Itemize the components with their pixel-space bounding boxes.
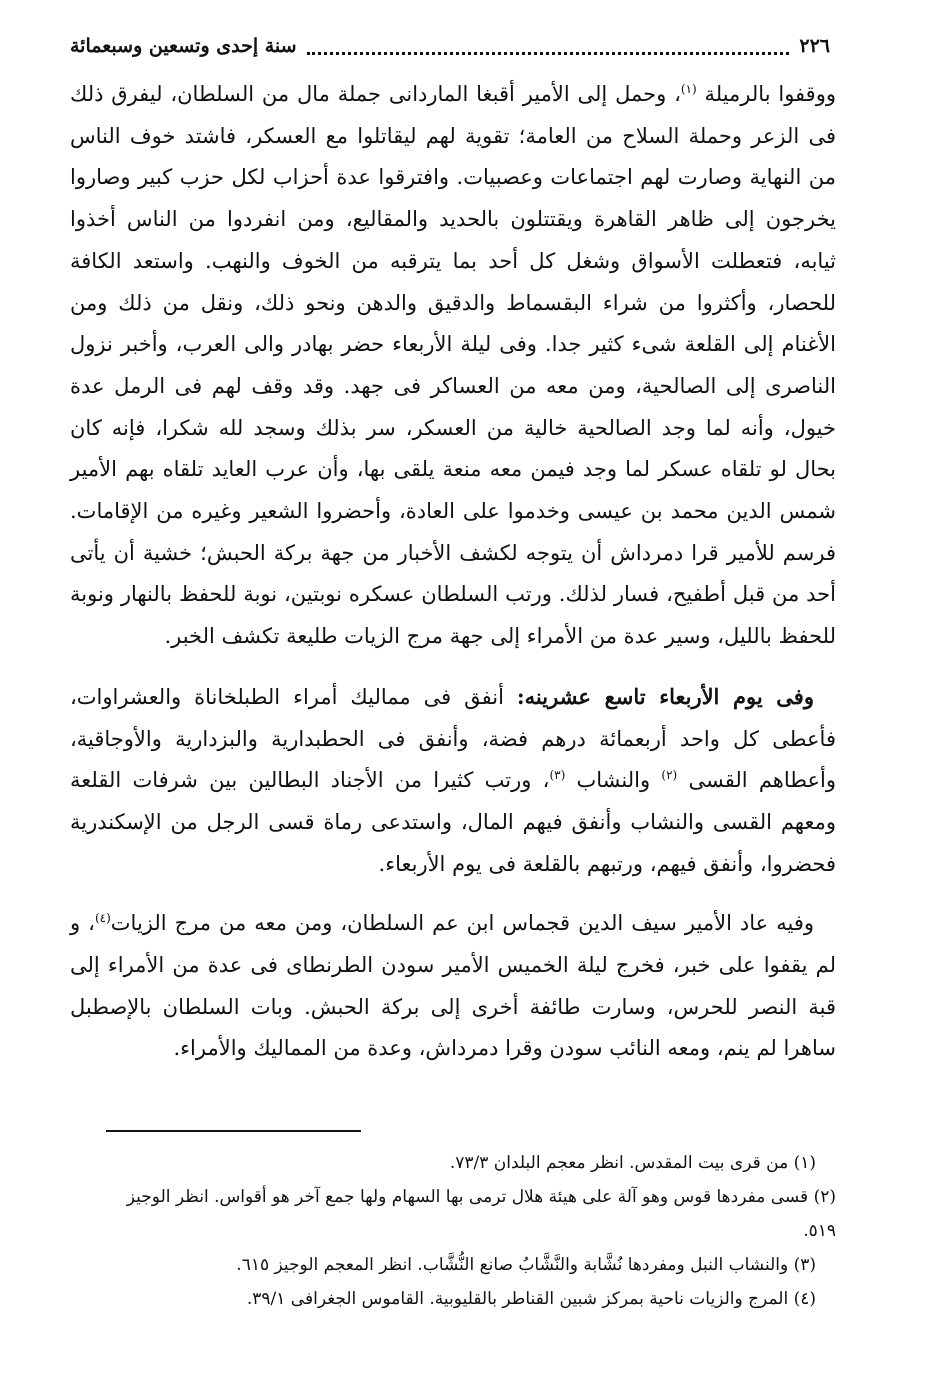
paragraph-text: ووقفوا بالرميلة [696,82,836,106]
footnote: (٤) المرج والزيات ناحية بمركز شبين القناطر بالقليوبية. القاموس الجغرافى ٣٩/١. [246,1289,816,1309]
footnote: (٣) والنشاب النبل ومفردها نُشَّابة والنَّشَّابُ صانع النُّشَّاب. انظر المعجم الوجيز ٦١٥. [236,1255,816,1275]
paragraph [70,903,836,1070]
paragraph [70,676,836,886]
paragraph-text: ، و لم يقفوا على خبر، فخرج ليلة الخميس الأمير سودن الطرنطاى فى عدة من الأمراء إلى قبة النصر للحرس، وسارت طائفة أخرى إلى بركة الحبش. وبات السلطان بالإصطبل ساهرا لم ينم، ومعه النائب سودن وقرا دمرداش، وعدة من المماليك والأمراء. [70,911,836,1061]
paragraph [70,74,836,658]
paragraph-text: ، ورتب كثيرا من الأجناد البطالين بين شرفات القلعة ومعهم القسى والنشاب وأنفق فيهم المال، واستدعى رماة قسى الرجل من الإسكندرية فحضروا، وأنفق فيهم، ورتبهم بالقلعة فى يوم الأربعاء. [70,768,836,876]
footnote-marker: (٣) [549,768,566,783]
footnote: (١) من قرى بيت المقدس. انظر معجم البلدان ٧٣/٣. [449,1153,816,1173]
main-text [70,74,836,1070]
footnote-marker: (٤) [94,911,111,926]
footnote-separator [106,1130,361,1132]
paragraph-lead: وفى يوم الأربعاء تاسع عشرينه: [516,683,814,709]
running-header [70,28,830,64]
paragraph-text: وفيه عاد الأمير سيف الدين قجماس ابن عم السلطان، ومن معه من مرج الزيات [110,911,814,936]
paragraph-text: أنفق فى مماليك أمراء الطبلخاناة والعشراوات، فأعطى كل واحد أربعمائة درهم فضة، وأنفق فى الحطبدارية والبزدارية والأوجاقية، وأعطاهم القسى [70,684,836,793]
footnote-marker: (٢) [661,768,678,783]
footnotes [100,1146,836,1316]
page-number: ٢٢٦ [799,35,830,57]
header-dotted-leader [307,52,790,55]
footnote-marker: (١) [680,82,697,96]
running-title: سنة إحدى وتسعين وسبعمائة [70,35,297,57]
paragraph-text: والنشاب [565,768,662,793]
paragraph-text: ، وحمل إلى الأمير أقبغا الماردانى جملة مال من السلطان، ليفرق ذلك فى الزعر وحملة السلاح من العامة؛ تقوية لهم ليقاتلوا مع العسكر، فاشتد خوف الناس من النهاية وصارت لهم اجتماعات وعصبيات. وافترقوا عدة أحزاب لكل حزب كبير وصاروا يخرجون إلى ظاهر القاهرة ويقتتلون بالحديد والمقاليع، ومن انفردوا من الناس أخذوا ثيابه، فتعطلت الأسواق وشغل كل أحد بما يترقبه من الخوف والنهب. واستعد الكافة للحصار، وأكثروا من شراء البقسماط والدقيق والدهن ونحو ذلك، ونقل من ذلك ومن الأغنام إلى القلعة شىء كثير جدا. وفى ليلة الأربعاء حضر بهادر والى العرب، وأخبر نزول الناصرى إلى الصالحية، ومن معه من العساكر فى جهد. وقد وقف لهم فى الرمل عدة خيول، وأنه لما وجد الصالحية خالية من العسكر، سر بذلك وسجد لله شكرا، فإنه كان بحال لو تلقاه عسكر لما وجد فيمن معه منعة يلقى بها، وأن عرب العايد تلقاه بهم الأمير شمس الدين محمد بن عيسى وخدموا على العادة، وأحضروا الشعير وغيره من الإقامات. فرسم للأمير قرا دمرداش أن يتوجه لكشف الأخبار من جهة بركة الحبش؛ خشية أن يأتى أحد من قبل أطفيح، فسار لذلك. ورتب السلطان عسكره نوبتين، نوبة للحفظ بالنهار ونوبة للحفظ بالليل، وسير عدة من الأمراء إلى جهة مرج الزيات طليعة تكشف الخبر. [70,82,836,649]
footnote: (٢) قسى مفردها قوس وهو آلة على هيئة هلال ترمى بها السهام ولها جمع آخر هو أقواس. انظر الوجيز ٥١٩. [126,1187,836,1241]
